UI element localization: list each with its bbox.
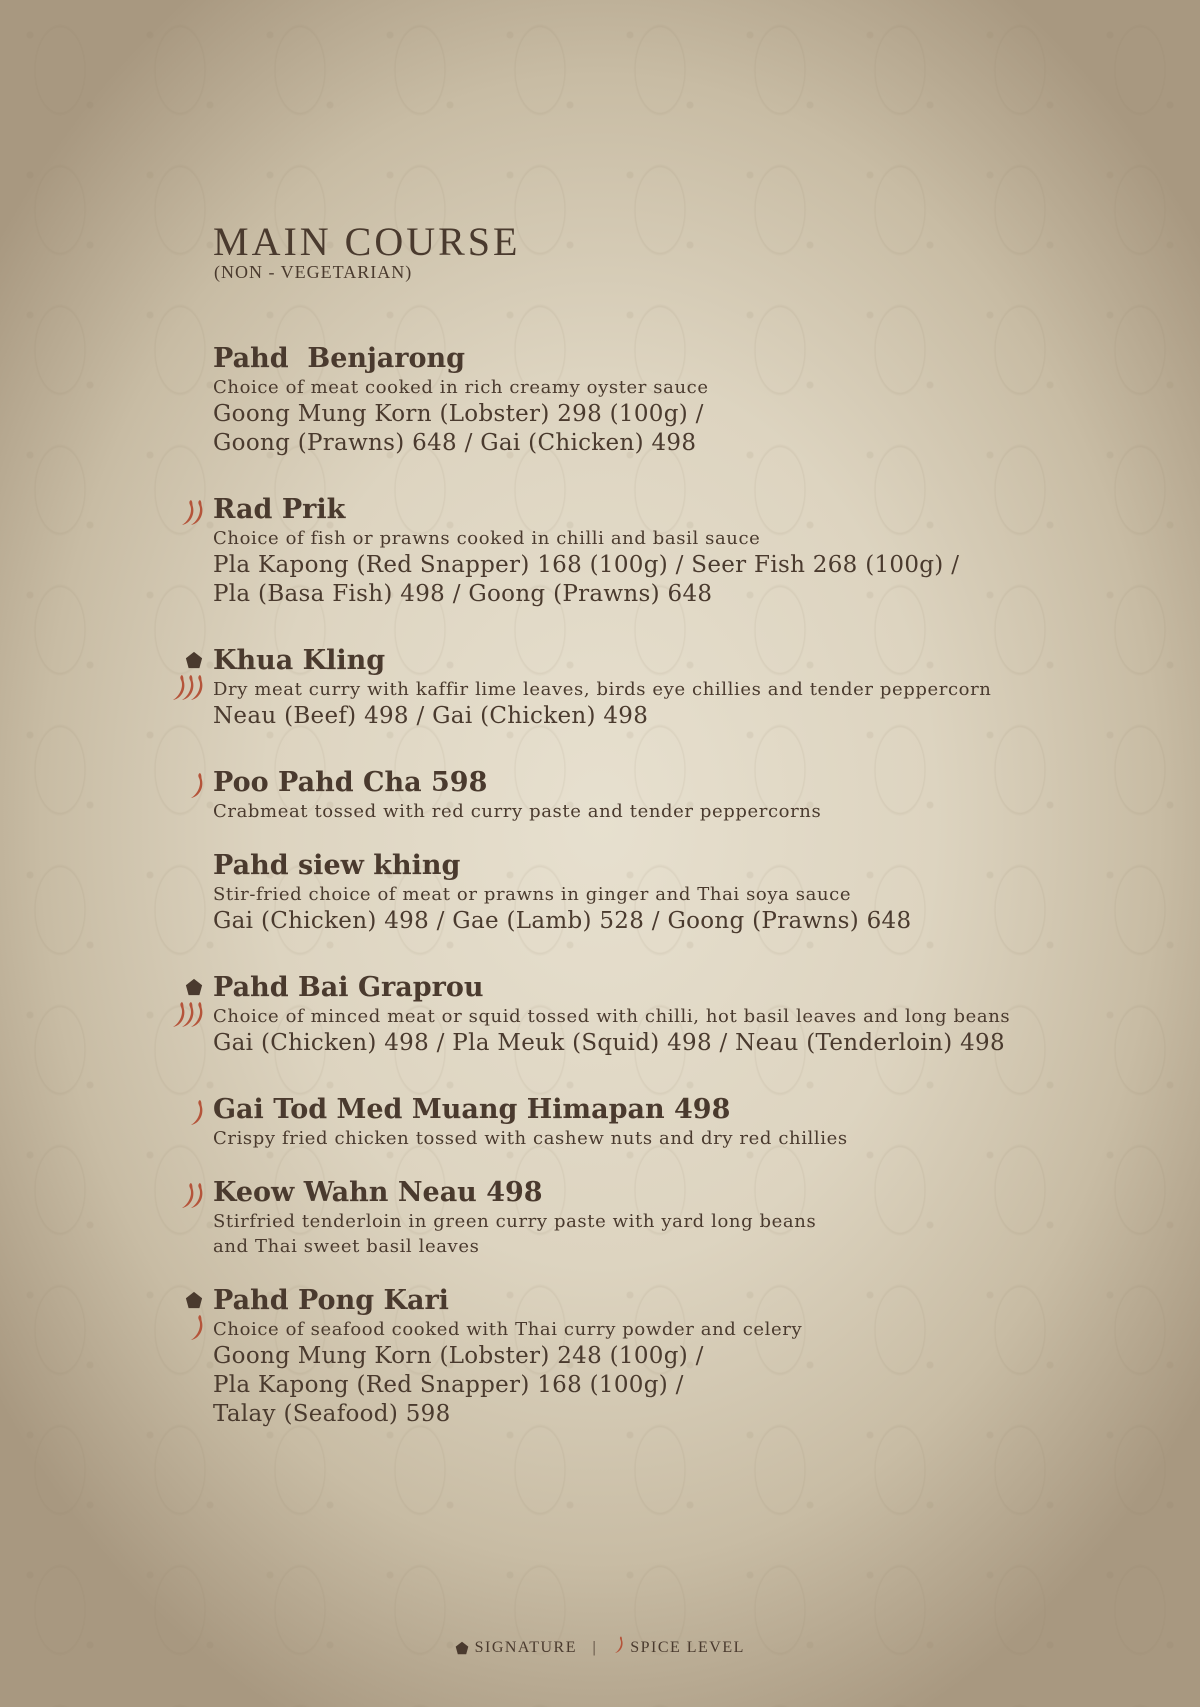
item-price-line: Goong Mung Korn (Lobster) 298 (100g) / [213,401,704,427]
item-name: Pahd Bai Graprou [213,972,484,1003]
legend-separator: | [592,1639,598,1656]
page-subtitle: (NON - VEGETARIAN) [214,262,413,282]
menu-item-pahd-bai-graprou [213,972,1113,1058]
legend [0,1635,1200,1657]
signature-icon [185,1291,203,1309]
item-name: Pahd Benjarong [213,343,466,374]
item-name: Keow Wahn Neau 498 [213,1177,543,1208]
item-markers [165,1285,209,1355]
item-price-line: Neau (Beef) 498 / Gai (Chicken) 498 [213,703,649,729]
legend-signature-label: SIGNATURE [474,1639,577,1656]
menu-item-rad-prik [213,494,1113,609]
chili-icon [189,1181,205,1211]
signature-icon [185,978,203,996]
chili-icon [189,498,205,528]
item-price-line: Pla Kapong (Red Snapper) 168 (100g) / [213,1372,684,1398]
item-description: and Thai sweet basil leaves [213,1236,480,1257]
menu-item-keow-wahn-neau [213,1177,1113,1259]
item-markers [165,850,209,920]
item-markers [165,972,209,1042]
item-description: Stirfried tenderloin in green curry paste with yard long beans [213,1211,817,1232]
item-description: Choice of minced meat or squid tossed with chilli, hot basil leaves and long beans [213,1006,1011,1027]
item-description: Crispy fried chicken tossed with cashew nuts and dry red chillies [213,1128,848,1149]
signature-icon [185,651,203,669]
item-price-line: Pla (Basa Fish) 498 / Goong (Prawns) 648 [213,581,713,607]
item-description: Crabmeat tossed with red curry paste and tender peppercorns [213,801,822,822]
item-price-line: Talay (Seafood) 598 [213,1401,451,1427]
item-name: Poo Pahd Cha 598 [213,767,488,798]
chili-icon [189,673,205,703]
chili-icon [189,1098,205,1128]
item-description: Dry meat curry with kaffir lime leaves, birds eye chillies and tender peppercorn [213,679,992,700]
item-markers [165,343,209,413]
chili-icon [189,1000,205,1030]
menu-item-pahd-benjarong [213,343,1113,458]
item-price-line: Gai (Chicken) 498 / Gae (Lamb) 528 / Goong (Prawns) 648 [213,908,912,934]
chili-icon [189,1313,205,1343]
item-name: Gai Tod Med Muang Himapan 498 [213,1094,731,1125]
item-markers [165,1177,209,1247]
item-description: Choice of fish or prawns cooked in chilli and basil sauce [213,528,761,549]
item-description: Stir-fried choice of meat or prawns in ginger and Thai soya sauce [213,884,852,905]
menu-item-gai-tod-med-muang-himapan [213,1094,1113,1151]
menu-item-pahd-siew-khing [213,850,1113,936]
page-title: MAIN COURSE [213,219,521,264]
signature-icon [455,1641,469,1655]
item-price-line: Goong Mung Korn (Lobster) 248 (100g) / [213,1343,704,1369]
item-markers [165,767,209,837]
legend-spice-label: SPICE LEVEL [630,1639,745,1656]
chili-icon [613,1635,625,1655]
item-description: Choice of seafood cooked with Thai curry powder and celery [213,1319,803,1340]
item-price-line: Pla Kapong (Red Snapper) 168 (100g) / Seer Fish 268 (100g) / [213,552,960,578]
menu-item-poo-pahd-cha [213,767,1113,824]
menu-item-khua-kling [213,645,1113,731]
item-price-line: Gai (Chicken) 498 / Pla Meuk (Squid) 498 / Neau (Tenderloin) 498 [213,1030,1005,1056]
item-price-line: Goong (Prawns) 648 / Gai (Chicken) 498 [213,430,697,456]
item-markers [165,1094,209,1164]
item-name: Pahd siew khing [213,850,461,881]
item-description: Choice of meat cooked in rich creamy oyster sauce [213,377,709,398]
chili-icon [189,771,205,801]
menu-item-pahd-pong-kari [213,1285,1113,1429]
item-markers [165,494,209,564]
item-markers [165,645,209,715]
item-name: Pahd Pong Kari [213,1285,449,1316]
item-name: Khua Kling [213,645,386,676]
item-name: Rad Prik [213,494,346,525]
